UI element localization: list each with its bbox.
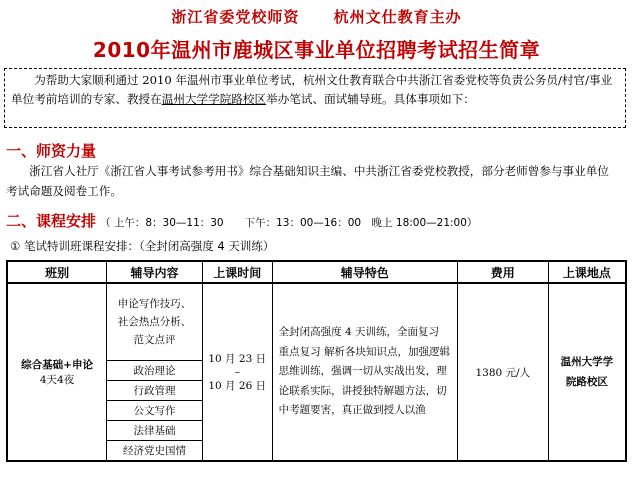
time-sep: – bbox=[234, 366, 240, 378]
topic-cell: 经济党史国情 bbox=[107, 441, 203, 462]
class-name: 综合基础+申论 bbox=[21, 359, 93, 371]
topic-cell: 申论写作技巧、社会热点分析、范文点评 bbox=[107, 283, 203, 361]
section2-title: 二、课程安排 bbox=[6, 212, 97, 230]
section1-heading: 一、师资力量 bbox=[6, 142, 97, 160]
header-banner bbox=[0, 6, 633, 27]
intro-text-2: 举办笔试、面试辅导班。具体事项如下： bbox=[266, 92, 475, 106]
table-row bbox=[7, 283, 626, 361]
fee-cell: 1380 元/人 bbox=[457, 283, 548, 461]
header-right: 杭州文仕教育主办 bbox=[333, 8, 462, 26]
class-days: 4天4夜 bbox=[39, 374, 75, 386]
header-fee: 费用 bbox=[457, 261, 548, 283]
page-title: 2010年温州市鹿城区事业单位招聘考试招生简章 bbox=[92, 38, 541, 62]
header-location: 上课地点 bbox=[548, 261, 626, 283]
course-table bbox=[6, 260, 627, 462]
section1-text-content: 浙江省人社厅《浙江省人事考试参考用书》综合基础知识主编、中共浙江省委党校教授，部分老师曾参与事业单位考试命题及阅卷工作。 bbox=[6, 164, 609, 198]
class-cell bbox=[7, 283, 107, 461]
topic-cell: 公文写作 bbox=[107, 401, 203, 421]
time-end: 10 月 26 日 bbox=[208, 380, 267, 392]
topic-cell: 政治理论 bbox=[107, 361, 203, 381]
location-cell: 温州大学学院路校区 bbox=[548, 283, 626, 461]
section1-text bbox=[6, 161, 616, 201]
table-header-row bbox=[7, 261, 626, 283]
header-time: 上课时间 bbox=[202, 261, 272, 283]
topic-cell: 行政管理 bbox=[107, 381, 203, 401]
intro-box bbox=[4, 68, 626, 128]
header-features: 辅导特色 bbox=[272, 261, 457, 283]
time-start: 10 月 23 日 bbox=[208, 353, 267, 365]
time-cell bbox=[202, 283, 272, 461]
features-cell: 全封闭高强度 4 天训练，全面复习 重点复习 解析各块知识点，加强逻辑思维训练，强调一切从实战出发，理论联系实际，讲授独特解题方法，切中考题要害，真正做到授人以渔 bbox=[272, 283, 457, 461]
topic-cell: 法律基础 bbox=[107, 421, 203, 441]
section2-schedule: （ 上午：8：30—11：30 下午：13：00—16：00 晚上 18:00—21:00） bbox=[100, 217, 478, 229]
header-content: 辅导内容 bbox=[107, 261, 203, 283]
course-label: ① 笔试特训班课程安排：（全封闭高强度 4 天训练） bbox=[10, 239, 275, 253]
header-class: 班别 bbox=[7, 261, 107, 283]
header-left: 浙江省委党校师资 bbox=[171, 8, 300, 26]
intro-text-1: 为帮助大家顺利通过 2010 年温州市事业单位考试，杭州文仕教育联合中共浙江省委党校等负责公务员/村官/事业单位考前培训的专家、教授在 bbox=[11, 73, 613, 106]
section2-heading bbox=[6, 210, 477, 231]
intro-location-link: 温州大学学院路校区 bbox=[161, 92, 267, 106]
